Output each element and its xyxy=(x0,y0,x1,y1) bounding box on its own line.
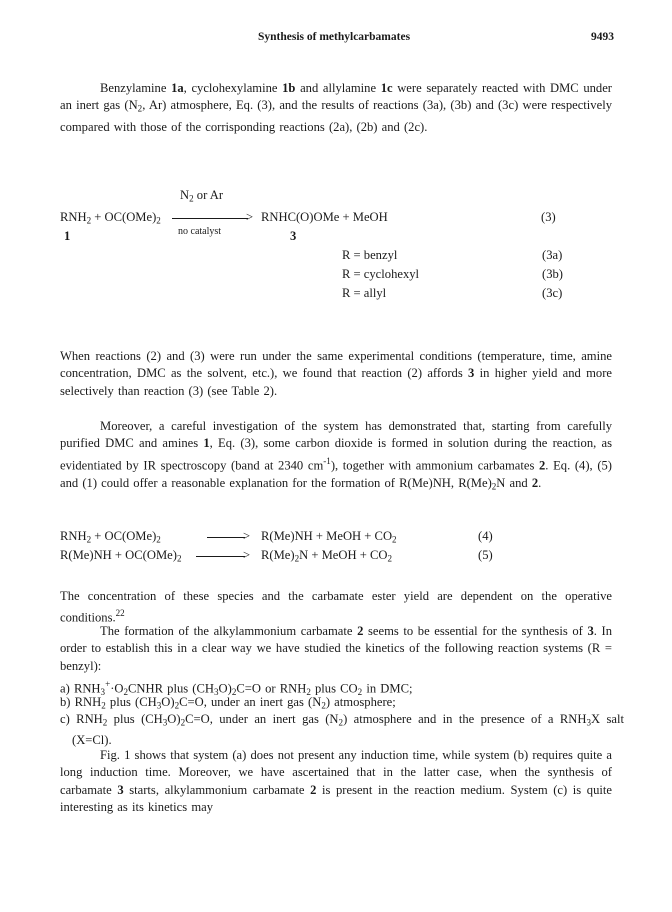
compound-label: 2 xyxy=(310,782,317,797)
equation-number: (3b) xyxy=(542,267,563,281)
product-label: 3 xyxy=(290,229,297,243)
page-number: 9493 xyxy=(591,31,614,43)
equation-number: (3a) xyxy=(542,248,563,262)
equation-number: (4) xyxy=(478,529,493,543)
paragraph-3: Moreover, a careful investigation of the system has demonstrated that, starting from carefully purified DMC and amines 1, Eq. (3), some carbon dioxide is formed in solution during the reaction, as evidentiated by IR spectroscopy (band at 2340 $cm^{-1}$), together with ammonium carbamates 2. Eq. (4), (5) and (1) could offer a reasonable explanation for the formation of R(Me)NH, $R(Me)_2N$ and 2. xyxy=(60,419,613,492)
arrow-note: no catalyst xyxy=(178,226,222,237)
equation-number: (5) xyxy=(478,548,493,562)
compound-label: 3 xyxy=(468,366,475,381)
compound-label: 2 xyxy=(539,458,546,473)
reactant-label: 1 xyxy=(64,229,71,243)
compound-label: 3 xyxy=(587,624,594,638)
compound-label: 1 xyxy=(203,436,210,451)
reaction-arrow xyxy=(196,556,245,557)
compound-label: 3 xyxy=(117,782,124,797)
reaction-arrow xyxy=(172,218,248,219)
reaction-system-c: c) $RNH_2$ plus $(CH_3O)_2C=O$, under an inert gas $(N_2)$ atmosphere and in the presence of a $RNH_3X$ salt (X=Cl). xyxy=(60,712,625,748)
compound-label: 2 xyxy=(531,475,539,490)
compound-label: 1a xyxy=(171,81,184,95)
compound-label: 1c xyxy=(380,81,393,95)
substituent-row: R = cyclohexyl xyxy=(342,267,420,281)
equation-left: $RNH_2 + OC(OMe)_2$ xyxy=(60,529,161,545)
running-header-title: Synthesis of methylcarbamates xyxy=(258,31,411,43)
paragraph-2: When reactions (2) and (3) were run under the same experimental conditions (temperature, time, amine concentration, DMC as the solvent, etc.), we found that reaction (2) affords 3 in higher yield and more selectively than reaction (3) (see Table 2). xyxy=(60,349,612,398)
equation-number: (3) xyxy=(541,210,556,224)
scheme-reactants: $RNH_2 + OC(OMe)_2$ xyxy=(60,210,161,226)
equation-right: $R(Me)_2N$ + MeOH + $CO_2$ xyxy=(261,548,393,564)
substituent-row: R = allyl xyxy=(342,286,387,300)
paragraph-6: Fig. 1 shows that system (a) does not present any induction time, while system (b) requires quite a long induction time. Moreover, we have ascertained that in the latter case, when the synthesis of carbamate 3 starts, alkylammonium carbamate 2 is present in the reaction medium. System (c) is quite interesting as its kinetics may xyxy=(60,748,612,815)
substituent-row: R = benzyl xyxy=(342,248,398,262)
arrow-head: > xyxy=(246,210,254,224)
paragraph-4: The concentration of these species and the carbamate ester yield are dependent on the operative conditions.$^{22}$ xyxy=(60,589,612,625)
reaction-arrow xyxy=(207,537,245,538)
arrow-condition: $N_2$ or Ar xyxy=(180,188,224,204)
equation-number: (3c) xyxy=(542,286,563,300)
scheme-products: RNHC(O)OMe + MeOH xyxy=(261,210,388,224)
arrow-head: > xyxy=(243,529,251,543)
reaction-system-b: b) $RNH_2$ plus $(CH_3O)_2C=O$, under an inert gas $(N_2)$ atmosphere; xyxy=(60,695,396,711)
reaction-system-a: a) $RNH_3^+\cdot O_2CNHR$ plus $(CH_3O)_2C=O$ or $RNH_2$ plus $CO_2$ in DMC; xyxy=(60,679,413,698)
compound-label: 1b xyxy=(282,81,296,95)
compound-label: 2 xyxy=(357,624,364,638)
paragraph-5: The formation of the alkylammonium carbamate 2 seems to be essential for the synthesis of 3. In order to establish this in a clear way we have studied the kinetics of the following reaction systems (R = benzyl): xyxy=(60,624,613,673)
equation-right: R(Me)NH + MeOH + $CO_2$ xyxy=(261,529,397,545)
paragraph-1: Benzylamine 1a, cyclohexylamine 1b and allylamine 1c were separately reacted with DMC under an inert gas ($N_2$, Ar) atmosphere, Eq. (3), and the results of reactions (3a), (3b) and (3c) were respectively compared with those of the corrisponding reactions (2a), (2b) and (2c). xyxy=(60,81,613,134)
arrow-head: > xyxy=(243,548,251,562)
equation-left: $R(Me)NH + OC(OMe)_2$ xyxy=(60,548,182,564)
